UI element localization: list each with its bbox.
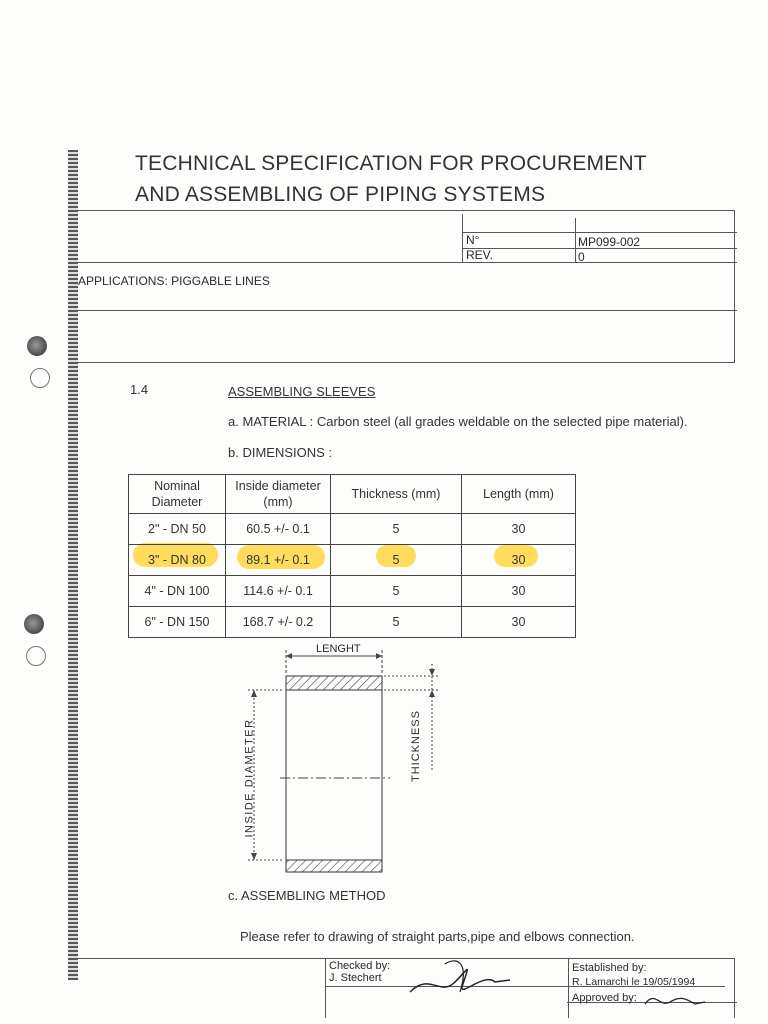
- approval-signature-icon: [640, 990, 710, 1010]
- revision-value: 0: [578, 250, 585, 264]
- material-line: a. MATERIAL : Carbon steel (all grades weldable on the selected pipe material).: [228, 414, 688, 429]
- table-row: [129, 514, 576, 545]
- table-header: Nominal Diameter: [129, 475, 226, 514]
- table-cell: 114.6 +/- 0.1: [226, 576, 331, 607]
- footer-vline: [325, 958, 326, 1018]
- title-line-2: AND ASSEMBLING OF PIPING SYSTEMS: [135, 183, 546, 206]
- applications-text: APPLICATIONS: PIGGABLE LINES: [78, 274, 270, 288]
- number-value: MP099-002: [578, 235, 641, 249]
- length-label: LENGHT: [316, 643, 361, 655]
- approved-by-label: Approved by:: [572, 992, 637, 1004]
- table-cell: 4" - DN 100: [129, 576, 226, 607]
- dimensions-line: b. DIMENSIONS :: [228, 445, 333, 460]
- table-cell: 5: [331, 576, 462, 607]
- table-cell: 30: [462, 545, 576, 576]
- punch-ring: [26, 646, 46, 666]
- table-cell: 5: [331, 514, 462, 545]
- revision-label: REV.: [466, 248, 493, 262]
- table-cell: 5: [331, 607, 462, 638]
- thickness-label: THICKNESS: [409, 710, 422, 782]
- signature-icon: [400, 952, 520, 1002]
- established-by-label: Established by:: [572, 962, 647, 974]
- table-cell: 60.5 +/- 0.1: [226, 514, 331, 545]
- header-vline: [734, 210, 735, 362]
- section-heading: ASSEMBLING SLEEVES: [228, 384, 376, 399]
- table-cell: 168.7 +/- 0.2: [226, 607, 331, 638]
- header-vline: [462, 214, 463, 262]
- header-line: [75, 262, 737, 263]
- table-header: Thickness (mm): [331, 475, 462, 514]
- header-line: [75, 310, 737, 311]
- punch-ring: [30, 368, 50, 388]
- inside-diameter-label: INSIDE DIAMETER: [243, 718, 256, 838]
- table-header-row: [129, 475, 576, 514]
- table-row: [129, 607, 576, 638]
- title-line-1: TECHNICAL SPECIFICATION FOR PROCUREMENT: [135, 152, 647, 175]
- table-cell: 2" - DN 50: [129, 514, 226, 545]
- header-vline: [575, 218, 576, 262]
- header-top-line: [75, 210, 735, 211]
- table-header: Inside diameter (mm): [226, 475, 331, 514]
- checked-by-name: J. Stechert: [329, 972, 382, 984]
- table-header: Length (mm): [462, 475, 576, 514]
- table-cell: 5: [331, 545, 462, 576]
- established-by-name: R. Lamarchi le 19/05/1994: [572, 976, 696, 988]
- footer-vline: [734, 958, 735, 1018]
- table-cell: 6" - DN 150: [129, 607, 226, 638]
- method-line: c. ASSEMBLING METHOD: [228, 888, 386, 903]
- table-cell: 30: [462, 514, 576, 545]
- checked-by-label: Checked by:: [329, 960, 391, 972]
- footer-vline: [568, 958, 569, 1018]
- punch-hole: [27, 336, 47, 356]
- section-number: 1.4: [130, 382, 149, 397]
- table-cell: 30: [462, 576, 576, 607]
- number-label: N°: [466, 233, 480, 247]
- header-line: [75, 362, 735, 363]
- sleeve-drawing: [220, 640, 460, 880]
- table-cell: 30: [462, 607, 576, 638]
- method-text: Please refer to drawing of straight parts,pipe and elbows connection.: [240, 929, 635, 944]
- document-title: [135, 150, 647, 209]
- binding-strip: [68, 150, 78, 980]
- header-line: [462, 232, 737, 233]
- punch-hole: [24, 614, 44, 634]
- table-row-highlighted: [129, 545, 576, 576]
- table-row: [129, 576, 576, 607]
- dimensions-table: [128, 474, 576, 638]
- table-cell: 3" - DN 80: [129, 545, 226, 576]
- table-cell: 89.1 +/- 0.1: [226, 545, 331, 576]
